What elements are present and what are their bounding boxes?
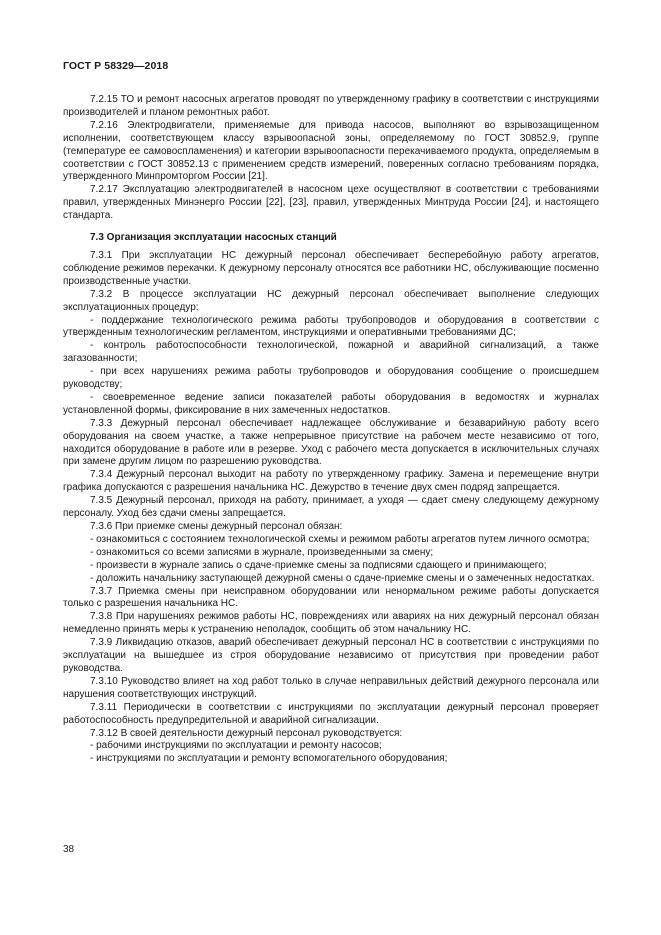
paragraph-7-2-16: 7.2.16 Электродвигатели, применяемые для привода насосов, выполняют во взрывозащищенном исполнении, соответствующем классу взрывоопасной зоны, определяемому по ГОСТ 30852.9, группе (температуре ее самовоспламенения) и категории взрывоопасности перекачиваемого продукта, определяемым в соответствии с ГОСТ 30852.13 с применением средств измерений, поверенных согласно требованиям порядка, утвержденного Минпромторгом России [21].: [63, 119, 599, 183]
paragraph-7-3-6: 7.3.6 При приемке смены дежурный персонал обязан:: [90, 521, 343, 532]
paragraph-7-3-4: 7.3.4 Дежурный персонал выходит на работу по утвержденному графику. Замена и перемещение внутри графика допускаются с разрешения начальника НС. Дежурство в течение двух смен подряд запрещается.: [63, 469, 599, 494]
paragraph-7-3-8: 7.3.8 При нарушениях режимов работы НС, повреждениях или авариях на них дежурный персонал обязан немедленно принять меры к устранению неполадок, сообщить об этом начальнику НС.: [63, 611, 599, 636]
list-item-7-3-2-d: - своевременное ведение записи показателей работы оборудования в ведомостях и журналах установленной формы, фиксирование в них замеченных недостатков.: [63, 391, 599, 416]
paragraph-7-3-12: 7.3.12 В своей деятельности дежурный персонал руководствуется:: [90, 727, 403, 739]
paragraph-7-3-11: 7.3.11 Периодически в соответствии с инструкциями по эксплуатации дежурный персонал проверяет работоспособность предупредительной и аварийной сигнализации.: [63, 701, 599, 726]
list-item-7-3-6-c: - произвести в журнале запись о сдаче-приемке смены за подписями сдающего и принимающего;: [90, 559, 547, 571]
page-number: 38: [63, 844, 75, 855]
paragraph-7-3-5: 7.3.5 Дежурный персонал, приходя на работу, принимает, а уходя — сдает смену следующему дежурному персоналу. Уход без сдачи смены запрещается.: [63, 495, 599, 520]
paragraph-7-3-9: 7.3.9 Ликвидацию отказов, аварий обеспечивает дежурный персонал НС в соответствии с инструкциями по эксплуатации на вышедшее из строя оборудование независимо от присутствия при проведении работ руководства.: [63, 637, 599, 674]
list-item-7-3-12-a: - рабочими инструкциями по эксплуатации и ремонту насосов;: [90, 740, 382, 752]
list-item-7-3-2-c: - при всех нарушениях режима работы трубопроводов и оборудования сообщение о происшедшем руководству;: [63, 366, 599, 391]
paragraph-7-3-3: 7.3.3 Дежурный персонал обеспечивает надлежащее обслуживание и безаварийную работу всего оборудования на своем участке, а также непрерывное присутствие на рабочем месте независимо от того, находится оборудование в работе или в резерве. Уход с рабочего места допускается в исключительных случаях при замене другим лицом по разрешению руководства.: [63, 417, 599, 468]
document-body: [63, 94, 599, 766]
paragraph-7-3-10: 7.3.10 Руководство влияет на ход работ только в случае неправильных действий дежурного персонала или нарушения соответствующих инструкций.: [63, 675, 599, 700]
paragraph-7-3-7: 7.3.7 Приемка смены при неисправном оборудовании или ненормальном режиме работы допускается только с разрешения начальника НС.: [63, 585, 599, 610]
list-item-7-3-6-b: - ознакомиться со всеми записями в журнале, произведенными за смену;: [90, 546, 434, 558]
section-title-7-3: 7.3 Организация эксплуатации насосных станций: [90, 232, 337, 244]
list-item-7-3-12-b: - инструкциями по эксплуатации и ремонту вспомогательного оборудования;: [90, 753, 448, 765]
list-item-7-3-6-a: - ознакомиться с состоянием технологической схемы и режимом работы агрегатов путем личного осмотра;: [90, 533, 590, 545]
paragraph-7-3-2: 7.3.2 В процессе эксплуатации НС дежурный персонал обеспечивает выполнение следующих эксплуатационных процедур:: [63, 288, 599, 313]
document-code-header: ГОСТ Р 58329—2018: [63, 60, 169, 72]
list-item-7-3-6-d: - доложить начальнику заступающей дежурной смены о сдаче-приемке смены и о замеченных недостатках.: [90, 572, 595, 584]
paragraph-7-2-15: 7.2.15 ТО и ремонт насосных агрегатов проводят по утвержденному графику в соответствии с инструкциями производителей и планом ремонтных работ.: [63, 94, 599, 118]
paragraph-7-2-17: 7.2.17 Эксплуатацию электродвигателей в насосном цехе осуществляют в соответствии с требованиями правил, утвержденных Минэнерго России [22], [23], правил, утвержденных Минтруда России [24], и настоящего стандарта.: [63, 184, 599, 222]
list-item-7-3-2-a: - поддержание технологического режима работы трубопроводов и оборудования в соответствии с утвержденным технологическим регламентом, инструкциями и оперативными требованиями ДС;: [63, 314, 599, 339]
paragraph-7-3-1: 7.3.1 При эксплуатации НС дежурный персонал обеспечивает бесперебойную работу агрегатов, соблюдение режимов перекачки. К дежурному персоналу относятся все работники НС, обслуживающие посменно производственные участки.: [63, 249, 599, 287]
list-item-7-3-2-b: - контроль работоспособности технологической, пожарной и аварийной сигнализаций, а также загазованности;: [63, 340, 599, 365]
